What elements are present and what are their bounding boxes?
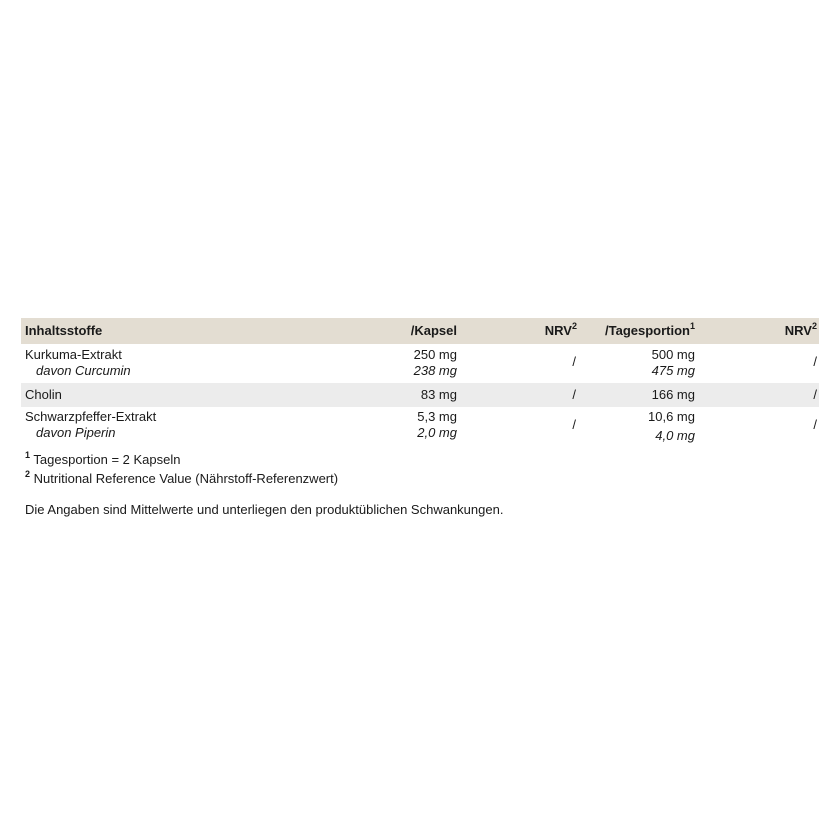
disclaimer-text: Die Angaben sind Mittelwerte und unterliegen den produktüblichen Schwankungen. <box>25 502 504 517</box>
nrv-day-value: / <box>813 354 817 369</box>
nrv-day-value: / <box>813 387 817 402</box>
header-nrv-day-label: NRV <box>784 323 812 338</box>
ingredient-subname: davon Piperin <box>36 425 116 440</box>
nutrition-table <box>21 318 819 452</box>
header-nrv-day <box>784 320 817 339</box>
table-row <box>21 344 819 383</box>
header-per-day-label: /Tagesportion <box>605 323 690 338</box>
footnote-item <box>25 469 338 488</box>
header-per-day-sup: 1 <box>689 320 695 331</box>
footnote-mark: 2 <box>25 468 31 479</box>
header-nrv-capsule-label: NRV <box>544 323 572 338</box>
per-day-subvalue: 475 mg <box>651 363 695 378</box>
per-day-value: 500 mg <box>651 347 695 362</box>
per-day-value: 10,6 mg <box>648 409 695 424</box>
ingredient-name: Cholin <box>25 387 62 402</box>
header-nrv-capsule-sup: 2 <box>571 320 577 331</box>
per-capsule-value: 83 mg <box>420 387 457 402</box>
table-header <box>21 318 819 344</box>
footnote-item <box>25 450 338 469</box>
ingredient-subname: davon Curcumin <box>36 363 131 378</box>
header-ingredient: Inhaltsstoffe <box>25 323 103 338</box>
header-per-capsule: /Kapsel <box>410 323 457 338</box>
per-capsule-subvalue: 238 mg <box>413 363 457 378</box>
per-day-subvalue: 4,0 mg <box>655 428 695 443</box>
footnotes <box>25 450 338 488</box>
header-nrv-capsule <box>544 320 577 339</box>
nrv-capsule-value: / <box>572 387 576 402</box>
per-capsule-value: 5,3 mg <box>417 409 457 424</box>
table-row <box>21 407 819 452</box>
header-nrv-day-sup: 2 <box>811 320 817 331</box>
table-row <box>21 383 819 407</box>
ingredient-name: Kurkuma-Extrakt <box>25 347 122 362</box>
nrv-capsule-value: / <box>572 354 576 369</box>
per-day-value: 166 mg <box>651 387 695 402</box>
header-per-day <box>605 320 695 339</box>
footnote-mark: 1 <box>25 449 31 460</box>
per-capsule-value: 250 mg <box>413 347 457 362</box>
nrv-day-value: / <box>813 417 817 432</box>
footnote-text: Nutritional Reference Value (Nährstoff-Referenzwert) <box>33 471 339 486</box>
per-capsule-subvalue: 2,0 mg <box>417 425 457 440</box>
nrv-capsule-value: / <box>572 417 576 432</box>
footnote-text: Tagesportion = 2 Kapseln <box>33 452 181 467</box>
ingredient-name: Schwarzpfeffer-Extrakt <box>25 409 157 424</box>
